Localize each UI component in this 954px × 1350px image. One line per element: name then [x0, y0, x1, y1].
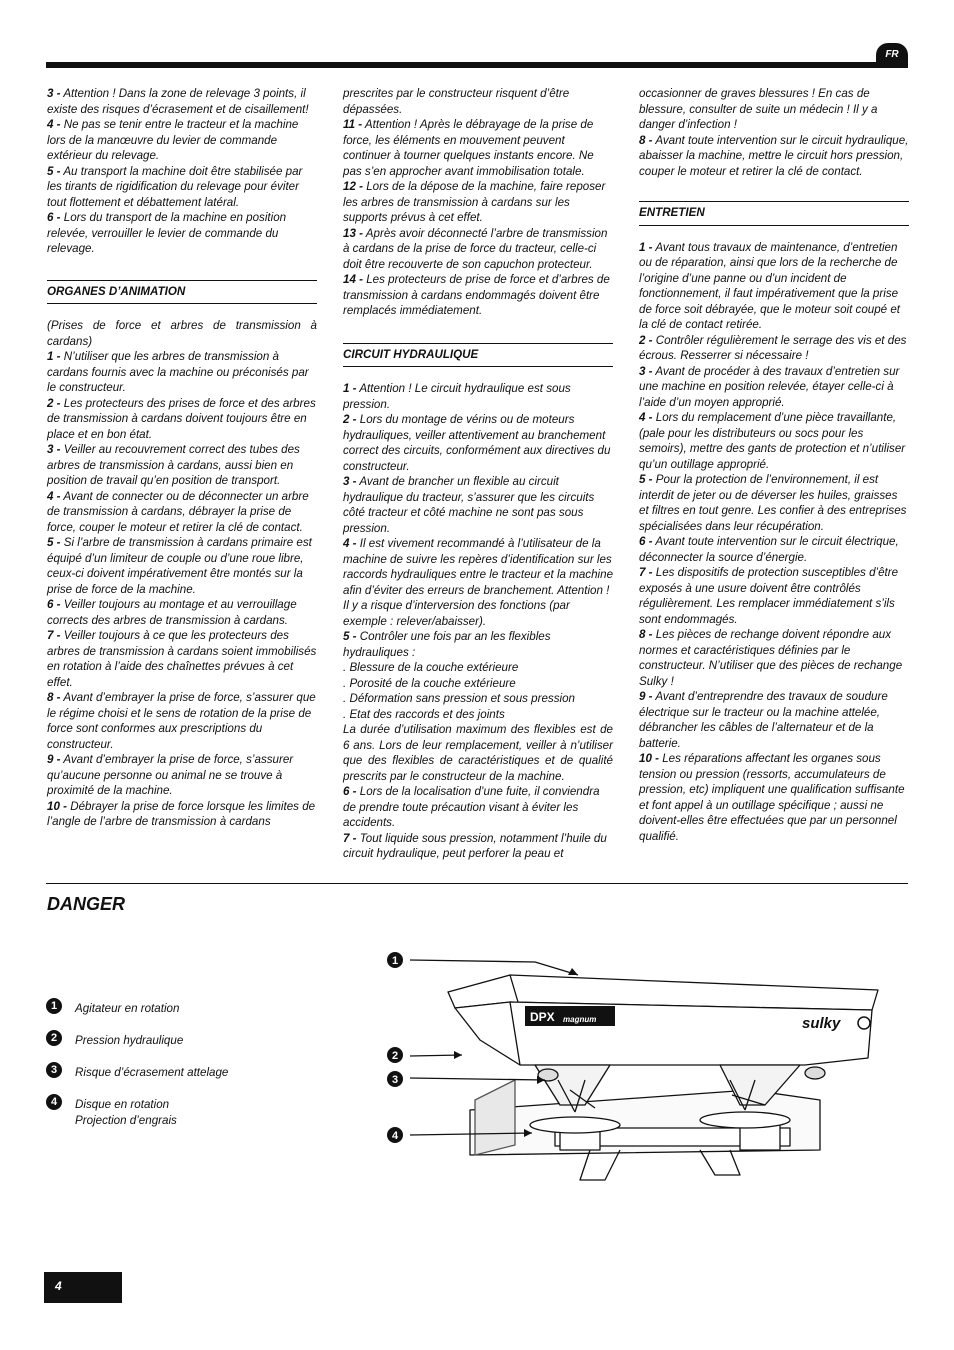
list-item: 1 - Attention ! Le circuit hydraulique est sous pression.	[343, 382, 571, 411]
list-item: 6 - Lors du transport de la machine en position relevée, verrouiller le levier de commande du relevage.	[47, 211, 287, 255]
list-item: 7 - Tout liquide sous pression, notamment l’huile du circuit hydraulique, peut perforer la peau et	[343, 831, 607, 860]
svg-text:4: 4	[391, 1130, 399, 1142]
list-item: 2 - Les protecteurs des prises de force et des arbres de transmission à cardans doivent toujours être en place et en bon état.	[47, 396, 316, 441]
brand-logo: sulky	[802, 1015, 841, 1032]
list-item: 4 - Il est vivement recommandé à l’utilisateur de la machine de suivre les repères d’identification sur les raccords hydrauliques entre le tracteur et la machine afin d’éviter des erreurs de branchement. Attention ! Il y a risque d’interversion des fonctions (par exemple : relever/abaisser).	[343, 537, 614, 628]
list-item: 6 - Veiller toujours au montage et au verrouillage corrects des arbres de transmission à cardans.	[47, 598, 297, 627]
svg-text:1: 1	[391, 955, 399, 967]
list-item: 3 - Avant de brancher un flexible au circuit hydraulique du tracteur, s’assurer que les circuits côté tracteur et côté machine ne sont pas sous pression.	[343, 475, 595, 535]
list-item: 12 - Lors de la dépose de la machine, faire reposer les arbres de transmission à cardans sur les supports prévus à cet effet.	[343, 180, 606, 224]
svg-text:3: 3	[391, 1074, 399, 1086]
callout-3	[387, 1071, 403, 1087]
legend-text: Risque d’écrasement attelage	[75, 1066, 229, 1079]
svg-text:2: 2	[391, 1050, 399, 1062]
list-item: 7 - Veiller toujours à ce que les protecteurs des arbres de transmission à cardans soient immobilisés en rotation à l’aide des chaînettes prévues à cet effet.	[47, 629, 317, 689]
callout-2	[387, 1047, 403, 1063]
callout-number-icon: 1	[46, 998, 62, 1014]
section-heading-organes: ORGANES D’ANIMATION	[47, 280, 317, 305]
list-item: 4 - Ne pas se tenir entre le tracteur et la machine lors de la manœuvre du levier de commande extérieur du relevage.	[47, 118, 299, 162]
callout-number-icon: 3	[46, 1062, 62, 1078]
list-item: 5 - Pour la protection de l’environnement, il est interdit de jeter ou de déverser les huiles, graisses et filtres en tout genre. Les confier à des entreprises spécialisées dans leur récupération.	[639, 473, 907, 533]
legend-text: Agitateur en rotation	[75, 1002, 180, 1015]
list-item: 2 - Lors du montage de vérins ou de moteurs hydrauliques, veiller attentivement au branchement correct des circuits, conformément aux directives du constructeur.	[343, 413, 611, 473]
list-item: 5 - Au transport la machine doit être stabilisée par les tirants de rigidification du relevage pour éviter tout flottement et débattement latéral.	[47, 164, 303, 209]
list-item: 3 - Attention ! Dans la zone de relevage 3 points, il existe des risques d’écrasement et de cisaillement!	[47, 87, 309, 116]
language-tab: FR	[876, 43, 908, 68]
check-item: . Porosité de la couche extérieure	[343, 676, 516, 690]
duration-text: La durée d’utilisation maximum des flexibles est de 6 ans. Lors de leur remplacement, veiller à n’utiliser que des flexibles de caractéristiques et de qualité prescrits par le constructeur de la machine.	[343, 723, 613, 783]
text-column-3	[639, 86, 909, 844]
list-item: 5 - Contrôler une fois par an les flexibles hydrauliques :	[343, 630, 551, 659]
text-column-2	[343, 86, 613, 862]
list-item: 9 - Avant d’embrayer la prise de force, s’assurer qu’aucune personne ou animal ne se trouve à proximité de la machine.	[47, 753, 294, 797]
spreader-diagram	[380, 940, 900, 1210]
continuation-text: occasionner de graves blessures ! En cas de blessure, consulter de suite un médecin ! Il y a danger d’infection !	[639, 87, 878, 131]
list-item: 9 - Avant d’entreprendre des travaux de soudure électrique sur le tracteur ou la machine attelée, débrancher les câbles de l’alternateur et de la batterie.	[639, 690, 888, 750]
callout-number-icon: 4	[46, 1094, 62, 1110]
list-item: 14 - Les protecteurs de prise de force et d’arbres de transmission à cardans endommagés doivent être remplacés immédiatement.	[343, 273, 610, 317]
list-item: 3 - Veiller au recouvrement correct des tubes des arbres de transmission à cardans, aussi bien en position de travail qu’en position de transport.	[47, 443, 300, 487]
list-item: 11 - Attention ! Après le débrayage de la prise de force, les éléments en mouvement peuvent continuer à tourner quelques instants encore. Ne pas s’en approcher avant immobilisation totale.	[343, 118, 594, 178]
callout-1	[387, 952, 403, 968]
danger-title: DANGER	[47, 894, 126, 914]
list-item: 8 - Avant toute intervention sur le circuit hydraulique, abaisser la machine, mettre le circuit hors pression, couper le moteur et retirer la clé de contact.	[639, 133, 909, 178]
list-item: 3 - Avant de procéder à des travaux d’entretien sur une machine en position relevée, étayer celle-ci à l’aide d’un moyen approprié.	[639, 364, 900, 409]
header-rule	[46, 62, 908, 68]
text-column-1	[47, 86, 317, 830]
list-item: 10 - Les réparations affectant les organes sous tension ou pression (ressorts, accumulateurs de pression, etc) impliquent une qualification suffisante et font appel à un outillage spécifique ; aussi ne doivent-elles être effectuées que par un personnel qualifié.	[639, 752, 905, 843]
check-item: . Déformation sans pression et sous pression	[343, 692, 575, 705]
check-item: . Etat des raccords et des joints	[343, 707, 505, 721]
section-heading-hydraulique: CIRCUIT HYDRAULIQUE	[343, 343, 613, 368]
callout-4	[387, 1127, 403, 1143]
list-item: 5 - Si l’arbre de transmission à cardans primaire est équipé d’un limiteur de couple ou d’une roue libre, ceux-ci doivent impérativement être montés sur la prise de force de la machine.	[47, 536, 312, 596]
list-item: 8 - Avant d’embrayer la prise de force, s’assurer que le régime choisi et le sens de rotation de la prise de force sont conformes aux prescriptions du constructeur.	[47, 691, 316, 751]
model-sublabel: magnum	[563, 1015, 597, 1024]
callout-number-icon: 2	[46, 1030, 62, 1046]
continuation-text: prescrites par le constructeur risquent d’être dépassées.	[343, 87, 570, 116]
list-item: 1 - Avant tous travaux de maintenance, d’entretien ou de réparation, ainsi que lors de la recherche de l’origine d’une panne ou d’un incident de fonctionnement, il faut impérativement que la prise de force soit débrayée, que le moteur soit coupé et la clé de contact retirée.	[639, 240, 901, 331]
page-number: 4	[55, 1279, 62, 1293]
list-item: 13 - Après avoir déconnecté l’arbre de transmission à cardans de la prise de force du tracteur, celle-ci doit être recouverte de son capuchon protecteur.	[343, 226, 608, 271]
danger-separator	[46, 883, 908, 884]
list-item: 8 - Les pièces de rechange doivent répondre aux normes et caractéristiques définies par le constructeur. N’utiliser que des pièces de rechange Sulky !	[639, 628, 903, 688]
section-intro: (Prises de force et arbres de transmission à cardans)	[47, 319, 317, 348]
list-item: 6 - Avant toute intervention sur le circuit électrique, déconnecter la source d’énergie.	[639, 535, 899, 564]
legend-text: Disque en rotation Projection d’engrais	[75, 1098, 177, 1127]
list-item: 2 - Contrôler régulièrement le serrage des vis et des écrous. Resserrer si nécessaire !	[639, 333, 907, 362]
list-item: 1 - N’utiliser que les arbres de transmission à cardans fournis avec la machine ou préconisés par le constructeur.	[47, 350, 309, 394]
list-item: 4 - Avant de connecter ou de déconnecter un arbre de transmission à cardans, débrayer la prise de force, couper le moteur et retirer la clé de contact.	[47, 489, 309, 534]
list-item: 4 - Lors du remplacement d’une pièce travaillante, (pale pour les distributeurs ou socs pour les semoirs), mettre des gants de protection et n’utiliser qu’un outillage approprié.	[639, 411, 906, 471]
model-label: DPX	[530, 1010, 555, 1024]
list-item: 6 - Lors de la localisation d’une fuite, il conviendra de prendre toute précaution visant à éviter les accidents.	[343, 785, 600, 829]
list-item: 10 - Débrayer la prise de force lorsque les limites de l’angle de l’arbre de transmission à cardans	[47, 799, 316, 828]
check-item: . Blessure de la couche extérieure	[343, 661, 519, 674]
list-item: 7 - Les dispositifs de protection susceptibles d’être exposés à une usure doivent être contrôlés régulièrement. Les remplacer immédiatement s’ils sont endommagés.	[639, 566, 899, 626]
section-heading-entretien: ENTRETIEN	[639, 201, 909, 226]
page-number-box	[44, 1272, 122, 1303]
legend-text: Pression hydraulique	[75, 1034, 184, 1047]
